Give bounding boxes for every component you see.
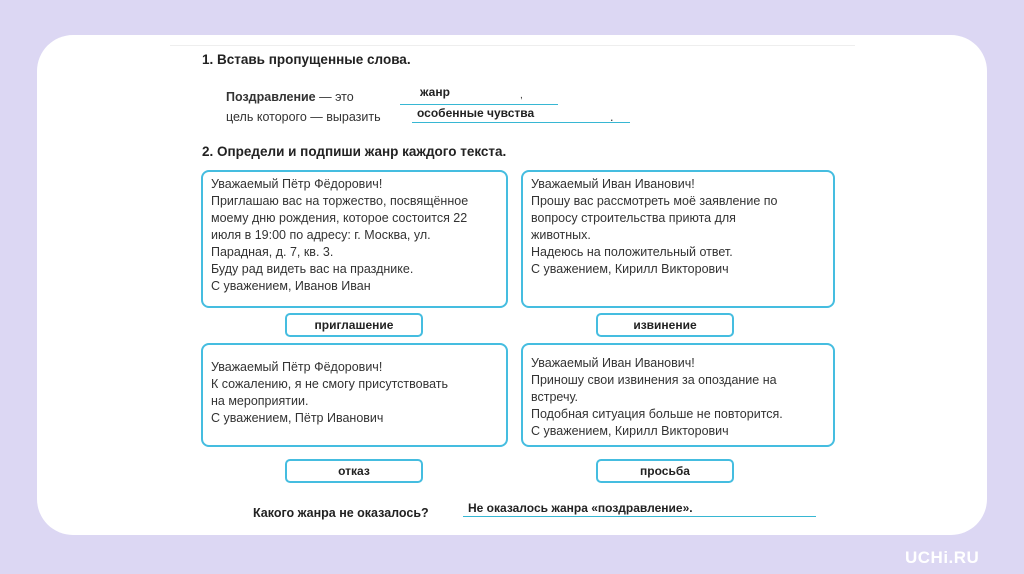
text-line: встречу. <box>531 390 578 404</box>
uchi-logo: UCHi.RU <box>905 548 980 567</box>
text-line: Уважаемый Пётр Фёдорович! <box>211 177 383 191</box>
text-line: Надеюсь на положительный ответ. <box>531 245 733 259</box>
text-line: моему дню рождения, которое состоится 22 <box>211 211 468 225</box>
text-line: К сожалению, я не смогу присутствовать <box>211 377 448 391</box>
period: . <box>610 110 614 124</box>
text-line: С уважением, Кирилл Викторович <box>531 424 729 438</box>
text-line: С уважением, Пётр Иванович <box>211 411 384 425</box>
answer-pill-2: извинение <box>596 313 734 337</box>
text-line: на мероприятии. <box>211 394 309 408</box>
text-box-4 <box>521 343 835 447</box>
answer-pill-3: отказ <box>285 459 423 483</box>
answer-genre: жанр <box>420 85 450 99</box>
text-line: Уважаемый Пётр Фёдорович! <box>211 360 383 374</box>
task1-line1-rest: — это <box>315 90 354 104</box>
text-line: Парадная, д. 7, кв. 3. <box>211 245 334 259</box>
answer-pill-1: приглашение <box>285 313 423 337</box>
answer1-underline <box>400 104 558 105</box>
text-line: Уважаемый Иван Иванович! <box>531 356 695 370</box>
text-line: Прошу вас рассмотреть моё заявление по <box>531 194 778 208</box>
term-poздравление: Поздравление <box>226 90 316 104</box>
text-line: Буду рад видеть вас на празднике. <box>211 262 414 276</box>
task1-line1 <box>226 90 354 104</box>
text-line: вопросу строительства приюта для <box>531 211 736 225</box>
answer2-underline <box>412 122 630 123</box>
question-text: Какого жанра не оказалось? <box>253 506 429 520</box>
text-line: животных. <box>531 228 591 242</box>
text-box-1 <box>201 170 508 308</box>
text-line: С уважением, Кирилл Викторович <box>531 262 729 276</box>
text-line: Приглашаю вас на торжество, посвящённое <box>211 194 469 208</box>
text-line: Уважаемый Иван Иванович! <box>531 177 695 191</box>
task2-heading: 2. Определи и подпиши жанр каждого текста. <box>202 144 507 159</box>
text-line: Подобная ситуация больше не повторится. <box>531 407 783 421</box>
question-answer: Не оказалось жанра «поздравление». <box>468 501 693 515</box>
comma: , <box>520 90 523 101</box>
text-line: Приношу свои извинения за опоздание на <box>531 373 777 387</box>
text-box-2 <box>521 170 835 308</box>
answer-pill-4: просьба <box>596 459 734 483</box>
text-line: июля в 19:00 по адресу: г. Москва, ул. <box>211 228 431 242</box>
answer-feelings: особенные чувства <box>417 106 535 120</box>
task1-heading: 1. Вставь пропущенные слова. <box>202 52 411 67</box>
question-underline <box>463 516 816 517</box>
top-divider <box>170 45 855 46</box>
text-line: С уважением, Иванов Иван <box>211 279 371 293</box>
task1-line2: цель которого — выразить <box>226 110 381 124</box>
text-box-3 <box>201 343 508 447</box>
